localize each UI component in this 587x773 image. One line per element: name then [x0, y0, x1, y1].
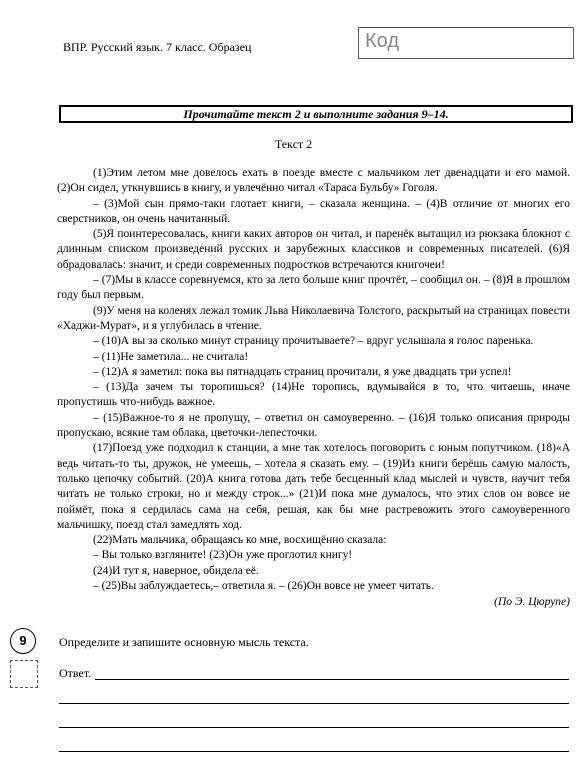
task-number-badge: 9 — [10, 628, 36, 654]
paragraph: (17)Поезд уже подходил к станции, а мне так хотелось поговорить с юным попутчиком. (18)«А ведь читать-то ты, дружок, не умеешь, – хотела я сказать ему. – (19)Из книги берёшь самую малость, только цепочку событий. (20)А книга готова дать тебе бесценный клад мыслей и чувств, научит тебя читать не только строки, но и между строк...» (21)И пока мне думалось, что этих слов он вовсе не поймёт, пока я сердилась сама на себя, решая, как бы мне растревожить этого самоуверенного мальчишку, поезд стал замедлять ход. — [57, 442, 570, 531]
paragraph: – (15)Важное-то я не пропущу, – ответил он самоуверенно. – (16)Я только описания природы пропускаю, всякие там облака, цветочки-лепесточки. — [57, 411, 570, 440]
paragraph: – (25)Вы заблуждаетесь,– ответила я. – (26)Он вовсе не умеет читать. — [93, 580, 434, 593]
code-field[interactable] — [358, 27, 574, 59]
paragraph: (9)У меня на коленях лежал томик Льва Николаевича Толстого, раскрытый на страницах повести «Хаджи-Мурат», и я углубилась в чтение. — [57, 304, 570, 332]
paragraph: (1)Этим летом мне довелось ехать в поезде вместе с мальчиком лет двенадцати и его мамой. (2)Он сидел, уткнувшись в книгу, и увлечённо читал «Тараса Бульбу» Гоголя. — [57, 167, 570, 195]
paragraph: – (13)Да зачем ты торопишься? (14)Не торопись, вдумывайся в то, что читаешь, иначе пропустишь что-нибудь важное. — [57, 381, 570, 409]
text-title: Текст 2 — [274, 137, 313, 151]
paragraph: (5)Я поинтересовалась, книги каких авторов он читал, и паренёк вытащил из рюкзака блокнот с длинным списком произведений русских и зарубежных классиков и современных писателей. (6)Я обрадовалась: значит, и среди современных подростков встречаются книгочеи! — [57, 228, 570, 271]
instruction-banner: Прочитайте текст 2 и выполните задания 9–14. — [59, 105, 573, 123]
header-title: ВПР. Русский язык. 7 класс. Образец — [63, 40, 252, 54]
paragraph: – (10)А вы за сколько минут страницу прочитываете? – вдруг услышала я голос паренька. — [93, 335, 534, 348]
paragraph: – Вы только взгляните! (23)Он уже проглотил книгу! — [93, 549, 353, 562]
answer-line[interactable] — [95, 679, 569, 680]
source-attribution: (По Э. Цюрупе) — [494, 596, 570, 609]
story-text — [57, 166, 570, 611]
answer-line[interactable] — [59, 727, 569, 728]
paragraph: (24)И тут я, наверное, обидела её. — [93, 564, 259, 577]
paragraph: (22)Мать мальчика, обращаясь ко мне, восхищённо сказала: — [93, 534, 387, 547]
task-question: Определите и запишите основную мысль текста. — [59, 635, 309, 649]
paragraph: – (12)А я заметил: пока вы пятнадцать страниц прочитали, я уже двадцать три успел! — [93, 365, 512, 378]
answer-line[interactable] — [59, 703, 569, 704]
paragraph: – (7)Мы в классе соревнуемся, кто за лето больше книг прочтёт, – сообщил он. – (8)Я в прошлом году был первым. — [57, 274, 570, 302]
paragraph: – (3)Мой сын прямо-таки глотает книги, – сказала женщина. – (4)В отличие от многих его сверстников, он очень начитанный. — [57, 197, 570, 225]
answer-line[interactable] — [59, 751, 569, 752]
answer-label: Ответ. — [59, 666, 92, 680]
code-label: Код — [365, 30, 400, 52]
paragraph: – (11)Не заметила... не считала! — [93, 350, 249, 363]
answer-score-box[interactable] — [10, 660, 38, 688]
